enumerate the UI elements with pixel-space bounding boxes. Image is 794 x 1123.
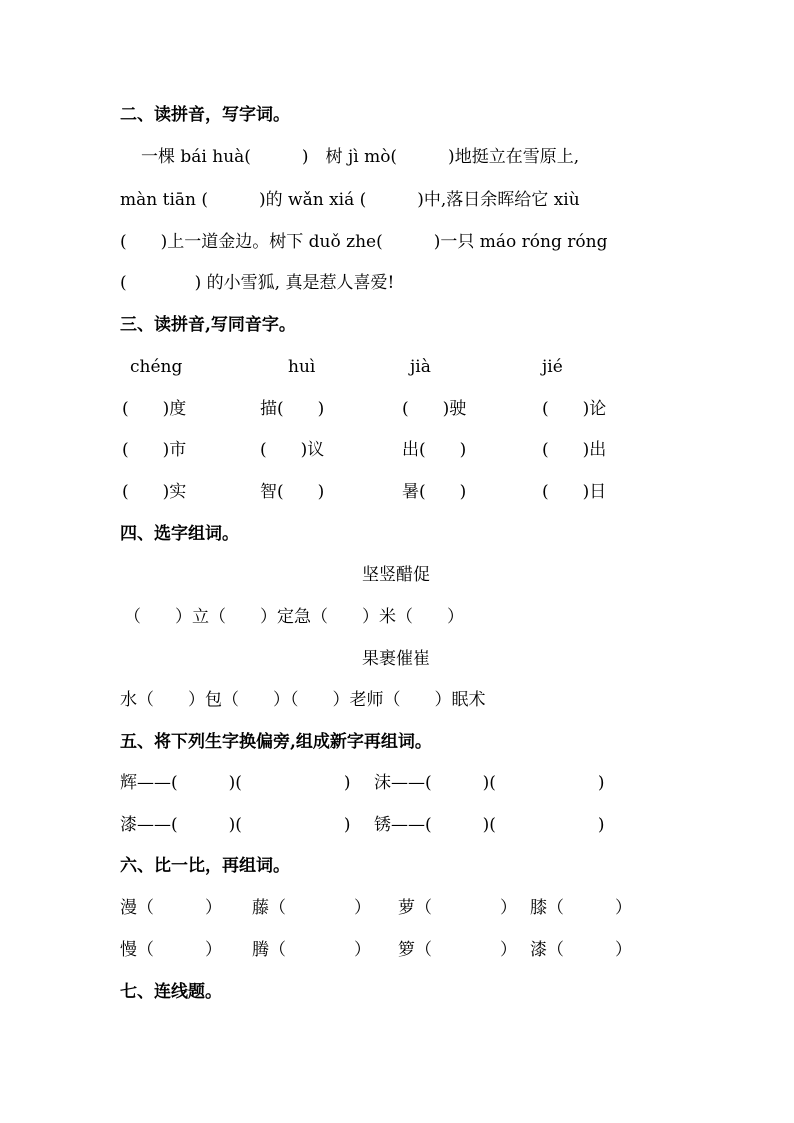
homophone-cell: ( )论 — [542, 399, 607, 419]
radical-swap-item: 辉——( )( ) — [120, 773, 351, 793]
section-2-title: 二、读拼音，写字词。 — [120, 105, 290, 125]
section-6-title: 六、比一比，再组词。 — [120, 856, 290, 876]
radical-swap-item: 锈——( )( ) — [374, 815, 605, 835]
choice-chars-1: 坚竖醋促 — [362, 565, 430, 585]
pinyin-jia: jià — [410, 357, 431, 377]
radical-swap-item: 沫——( )( ) — [374, 773, 605, 793]
homophone-cell: ( )市 — [122, 440, 187, 460]
section-5-title: 五、将下列生字换偏旁,组成新字再组词。 — [120, 732, 432, 752]
compare-item: 膝（ ） — [530, 898, 632, 918]
compare-item: 萝（ ） — [398, 898, 517, 918]
compare-item: 漆（ ） — [530, 940, 632, 960]
homophone-cell: ( )实 — [122, 482, 187, 502]
homophone-cell: 暑( ) — [402, 482, 467, 502]
section-7-title: 七、连线题。 — [120, 982, 222, 1002]
compare-item: 藤（ ） — [252, 898, 371, 918]
compare-item: 腾（ ） — [252, 940, 371, 960]
homophone-cell: ( )出 — [542, 440, 607, 460]
section-3-title: 三、读拼音,写同音字。 — [120, 315, 296, 335]
pinyin-jie: jié — [542, 357, 563, 377]
section-4-title: 四、选字组词。 — [120, 524, 239, 544]
sec2-line-1: 一棵 bái huà( ) 树 jì mò( )地挺立在雪原上, — [124, 147, 580, 167]
choice-chars-2: 果裹催崔 — [362, 649, 430, 669]
compare-item: 箩（ ） — [398, 940, 517, 960]
homophone-cell: ( )日 — [542, 482, 607, 502]
homophone-cell: ( )议 — [260, 440, 325, 460]
radical-swap-item: 漆——( )( ) — [120, 815, 351, 835]
sec4-line-2: 水（ ）包（ ）（ ）老师（ ）眠术 — [120, 690, 486, 710]
sec4-line-1: （ ）立（ ）定急（ ）米（ ） — [124, 607, 464, 627]
homophone-cell: 智( ) — [260, 482, 325, 502]
pinyin-cheng: chéng — [130, 357, 183, 377]
sec2-line-3: ( )上一道金边。树下 duǒ zhe( )一只 máo róng róng — [120, 232, 608, 252]
sec2-line-4: ( ) 的小雪狐, 真是惹人喜爱! — [120, 273, 395, 293]
pinyin-hui: huì — [288, 357, 316, 377]
sec2-line-2: màn tiān ( )的 wǎn xiá ( )中,落日余晖给它 xiù — [120, 190, 580, 210]
compare-item: 漫（ ） — [120, 898, 222, 918]
homophone-cell: 出( ) — [402, 440, 467, 460]
homophone-cell: ( )驶 — [402, 399, 467, 419]
homophone-cell: ( )度 — [122, 399, 187, 419]
homophone-cell: 描( ) — [260, 399, 325, 419]
compare-item: 慢（ ） — [120, 940, 222, 960]
